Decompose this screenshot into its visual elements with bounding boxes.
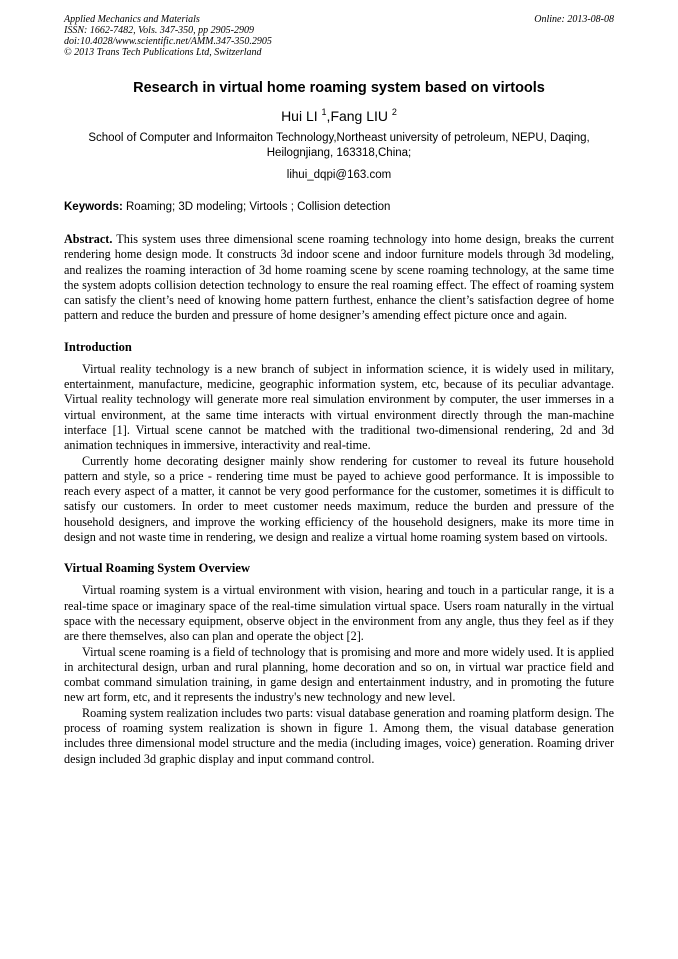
- keywords-label: Keywords:: [64, 201, 123, 213]
- journal-name: Applied Mechanics and Materials: [64, 14, 200, 25]
- author-affiliation-mark: 2: [391, 107, 397, 117]
- keywords: [64, 200, 614, 214]
- body-paragraph: Virtual reality technology is a new branch of subject in information science, it is widely used in military, entertainment, manufacture, medicine, geographic information system, etc, because of its peculiar advantage. Virtual reality technology will generate more real simulation environment by computer, the user immerses in a virtual environment, at the same time interacts with virtual environment directly through the man-machine interface [1]. Virtual scene cannot be matched with the traditional two-dimensional rendering, 2d and 3d animation techniques in immersive, interactivity and real-time.: [64, 361, 614, 453]
- section-heading-introduction: Introduction: [64, 339, 132, 354]
- body-paragraph: Roaming system realization includes two parts: visual database generation and roaming platform design. The process of roaming system realization is shown in figure 1. Among them, the visual database generation includes three dimensional model structure and the media (including images, voice) generation. Roaming driver design included 3d graphic display and input command control.: [64, 705, 614, 766]
- section-heading-overview: Virtual Roaming System Overview: [64, 561, 250, 576]
- author-email[interactable]: lihui_dqpi@163.com: [286, 169, 392, 181]
- keywords-text: Roaming; 3D modeling; Virtools ; Collision detection: [126, 201, 391, 213]
- online-date: Online: 2013-08-08: [534, 14, 614, 25]
- author-separator: ,: [326, 108, 331, 124]
- abstract-label: Abstract.: [64, 232, 113, 246]
- body-paragraph: Virtual roaming system is a virtual environment with vision, hearing and touch in a particular range, it is a real-time space or imaginary space of the real-time simulation virtual space. Users roam naturally in the virtual space with the necessary equipment, observe object in the environment from any angle, thus they feel as if they are there themselves, also can plan and operate the object [2].: [64, 583, 614, 644]
- body-paragraph: Virtual scene roaming is a field of technology that is promising and more and more widely used. It is applied in architectural design, urban and rural planning, home decoration and so on, in virtual war practice field and combat command simulation training, in game design and entertainment industry, and in promoting the future new art form, etc, and it represents the industry's new technology and new level.: [64, 644, 614, 705]
- abstract-text: This system uses three dimensional scene roaming technology into home design, breaks the current rendering home design mode. It constructs 3d indoor scene and indoor furniture models through 3d modeling, and realizes the roaming interaction of 3d home roaming scene by scene roaming technology, at the same time the system adopts collision detection technology to ensure the real roaming effect. The effect of roaming system can satisfy the client’s need of knowing home pattern furthest, enhance the client’s satisfaction degree of home pattern and reduce the burden and pressure of home designer’s amending effect picture once and again.: [64, 232, 615, 323]
- paper-title: Research in virtual home roaming system based on virtools: [133, 80, 545, 96]
- author-affiliation-mark: 1: [321, 107, 327, 117]
- copyright-line: © 2013 Trans Tech Publications Ltd, Switzerland: [64, 47, 262, 58]
- author-affiliation: School of Computer and Informaiton Technology,Northeast university of petroleum, NEPU, Daqing, Heilognjiang, 163318,China;: [88, 132, 590, 159]
- author-name: Fang LIU: [330, 108, 389, 124]
- abstract: [64, 232, 614, 324]
- abstract-paragraph: [64, 232, 614, 324]
- body-paragraph: Currently home decorating designer mainly show rendering for customer to reveal its future household pattern and style, so a price - rendering time must be payed to achieve good performance. It is impossible to reach every aspect of a matter, it cannot be very good performance for the customer, sometimes it is difficult to satisfy our customers. In order to meet customer needs maximum, reduce the burden and pressure of the household designers, and improve the working efficiency of the household designers, make its more time in design and not waste time in rendering, we design and realize a virtual home roaming system based on virtools.: [64, 453, 614, 545]
- author-name: Hui LI: [281, 108, 318, 124]
- paper-page: [64, 14, 614, 767]
- author-list: [64, 107, 614, 125]
- doi-line[interactable]: doi:10.4028/www.scientific.net/AMM.347-350.2905: [64, 36, 272, 47]
- issn-line: ISSN: 1662-7482, Vols. 347-350, pp 2905-2909: [64, 25, 254, 36]
- journal-header: [64, 14, 614, 58]
